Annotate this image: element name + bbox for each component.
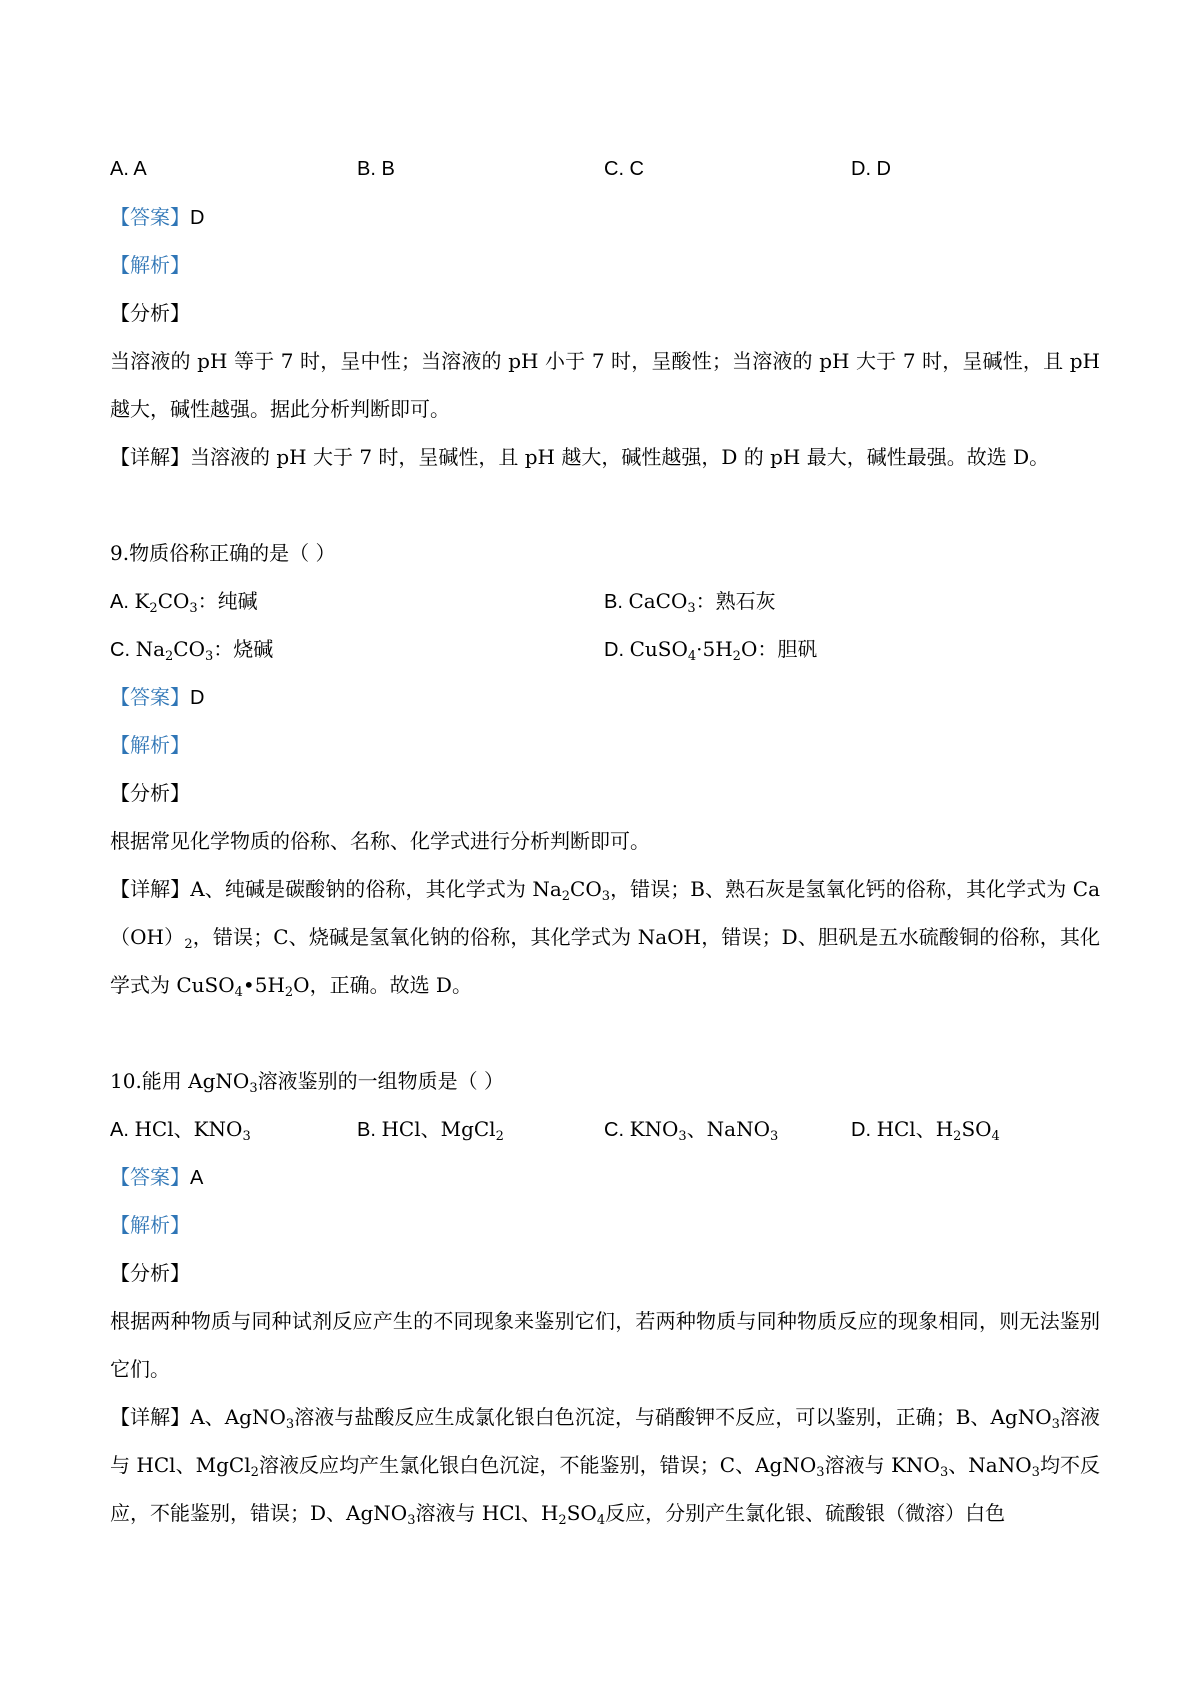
answer-tag: 【答案】 — [110, 685, 190, 709]
q9-detail: 【详解】A、纯碱是碳酸钠的俗称，其化学式为 $Na_2CO_3$，错误；B、熟石灰是氢氧化钙的俗称，其化学式为 $Ca(OH)_2$，错误；C、烧碱是氢氧化钠的俗称，其化学式为 NaOH，错误；D、胆矾是五水硫酸铜的俗称，其化学式为 $CuSO_4•5H_2O$，正确。故选 D。 — [110, 877, 1100, 1000]
answer-value: A — [190, 1167, 204, 1189]
q9-answer — [110, 673, 1100, 721]
q8-answer — [110, 193, 1100, 241]
q8-option-d: D. D — [851, 158, 891, 180]
q10-answer — [110, 1153, 1100, 1201]
fenxi-tag: 【分析】 — [110, 1261, 190, 1285]
q10-detail: 【详解】A、AgNO$_3$溶液与盐酸反应生成氯化银白色沉淀，与硝酸钾不反应，可以鉴别，正确；B、AgNO$_3$溶液与 HCl、MgCl$_2$溶液反应均产生氯化银白色沉淀，不能鉴别，错误；C、AgNO$_3$溶液与 $KNO_3$、NaNO$_3$均不反应，不能鉴别，错误；D、AgNO$_3$溶液与 HCl、$H_2SO_4$反应，分别产生氯化银、硫酸银（微溶）白色 — [110, 1405, 1101, 1528]
q9-option-c: C. $Na_2CO_3$：烧碱 — [110, 637, 274, 664]
q9-analysis-heading — [110, 721, 1100, 769]
q8-analysis-heading — [110, 241, 1100, 289]
detail-tag: 【详解】 — [110, 877, 191, 901]
q10-option-b: B. HCl、MgCl$_2$ — [357, 1117, 504, 1144]
q10-fenxi-heading — [110, 1249, 1100, 1297]
document-page — [110, 145, 1100, 1537]
q9-option-d: D. $CuSO_4\cdot 5H_2O$：胆矾 — [604, 637, 818, 664]
q9-fenxi-text: 根据常见化学物质的俗称、名称、化学式进行分析判断即可。 — [110, 829, 650, 853]
answer-value: D — [190, 687, 205, 709]
fenxi-tag: 【分析】 — [110, 301, 190, 325]
q10-question: 10.能用 AgNO$_3$溶液鉴别的一组物质是（ ） — [110, 1069, 504, 1096]
analysis-tag: 【解析】 — [110, 733, 190, 757]
answer-value: D — [190, 207, 205, 229]
detail-text: 当溶液的 pH 大于 7 时，呈碱性，且 pH 越大，碱性越强，D 的 pH 最大，碱性最强。故选 D。 — [190, 445, 1050, 469]
q9-question: 9.物质俗称正确的是（ ） — [110, 541, 336, 565]
q10-analysis-heading — [110, 1201, 1100, 1249]
q10-option-c: C. $KNO_3$、NaNO$_3$ — [604, 1117, 779, 1144]
detail-tag: 【详解】 — [110, 1405, 191, 1429]
q9-options-row-1 — [110, 577, 1100, 625]
spacer — [110, 1009, 1100, 1057]
q9-option-a: A. $K_2CO_3$：纯碱 — [110, 589, 258, 616]
q9-option-b: B. CaCO$_3$：熟石灰 — [604, 589, 776, 616]
q10-fenxi-text: 根据两种物质与同种试剂反应产生的不同现象来鉴别它们，若两种物质与同种物质反应的现象相同，则无法鉴别它们。 — [110, 1309, 1100, 1381]
fenxi-tag: 【分析】 — [110, 781, 190, 805]
q10-options — [110, 1105, 1100, 1153]
answer-tag: 【答案】 — [110, 1165, 190, 1189]
answer-tag: 【答案】 — [110, 205, 190, 229]
q8-fenxi-text: 当溶液的 pH 等于 7 时，呈中性；当溶液的 pH 小于 7 时，呈酸性；当溶液的 pH 大于 7 时，呈碱性，且 pH 越大，碱性越强。据此分析判断即可。 — [110, 349, 1100, 421]
q8-fenxi-heading — [110, 289, 1100, 337]
q8-option-c: C. C — [604, 158, 644, 180]
q10-option-d: D. HCl、$H_2SO_4$ — [851, 1117, 1000, 1144]
spacer — [110, 481, 1100, 529]
analysis-tag: 【解析】 — [110, 253, 190, 277]
q10-option-a: A. HCl、$KNO_3$ — [110, 1117, 251, 1144]
q8-detail — [110, 433, 1100, 481]
q8-options — [110, 145, 1100, 193]
analysis-tag: 【解析】 — [110, 1213, 190, 1237]
q9-fenxi-heading — [110, 769, 1100, 817]
q9-options-row-2 — [110, 625, 1100, 673]
q8-option-a: A. A — [110, 158, 147, 180]
detail-tag: 【详解】 — [110, 445, 190, 469]
q8-option-b: B. B — [357, 158, 395, 180]
